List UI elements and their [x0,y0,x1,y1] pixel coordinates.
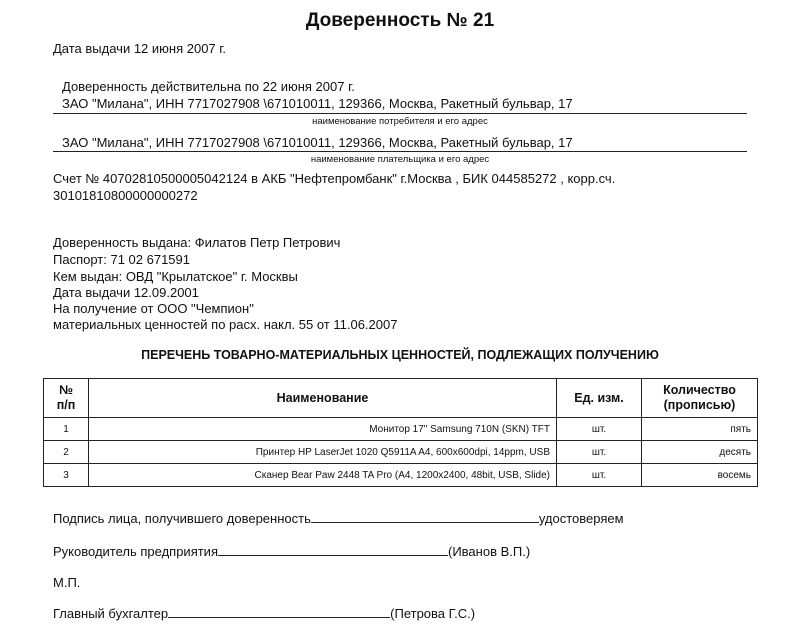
account-line-cont: 30101810800000000272 [53,188,198,203]
row-num: 2 [44,441,89,464]
row-num: 3 [44,464,89,487]
row-unit: шт. [557,464,642,487]
consumer-line: ЗАО "Милана", ИНН 7717027908 \671010011, 129366, Москва, Ракетный бульвар, 17 [62,96,573,111]
section-title: ПЕРЕЧЕНЬ ТОВАРНО-МАТЕРИАЛЬНЫХ ЦЕННОСТЕЙ, ПОДЛЕЖАЩИХ ПОЛУЧЕНИЮ [141,348,659,362]
recipient-signature-label: Подпись лица, получившего доверенность [53,511,311,526]
row-name: Сканер Bear Paw 2448 TA Pro (A4, 1200x2400, 48bit, USB, Slide) [89,464,557,487]
recipient-signature-blank [311,510,539,523]
accountant-signature-line [53,605,475,621]
row-qty: восемь [642,464,758,487]
payer-line: ЗАО "Милана", ИНН 7717027908 \671010011, 129366, Москва, Ракетный бульвар, 17 [62,135,573,150]
director-label: Руководитель предприятия [53,544,218,559]
recipient-signature-line [53,510,624,526]
header-unit: Ед. изм. [557,379,642,418]
row-qty: десять [642,441,758,464]
accountant-label: Главный бухгалтер [53,606,169,621]
account-line: Счет № 40702810500005042124 в АКБ "Нефтепромбанк" г.Москва , БИК 044585272 , корр.сч. [53,171,616,186]
director-signature-line [53,543,530,559]
table-header-row [44,379,758,418]
header-name: Наименование [89,379,557,418]
row-name: Монитор 17" Samsung 710N (SKN) TFT [89,418,557,441]
document-title: Доверенность № 21 [305,10,495,31]
passport-issued-by: Кем выдан: ОВД "Крылатское" г. Москвы [53,269,298,284]
director-name: (Иванов В.П.) [448,544,531,559]
row-num: 1 [44,418,89,441]
recipient-signature-suffix: удостоверяем [538,511,624,526]
accountant-signature-blank [168,605,390,618]
items-table [43,378,758,487]
receive-from: На получение от ООО "Чемпион" [53,301,254,316]
director-signature-blank [218,543,448,556]
table-row [44,418,758,441]
payer-caption: наименование плательщика и его адрес [310,154,490,165]
consumer-caption: наименование потребителя и его адрес [312,116,488,127]
stamp-label: М.П. [53,575,81,590]
payer-rule [53,151,747,152]
header-qty: Количество (прописью) [642,379,758,418]
accountant-name: (Петрова Г.С.) [390,606,476,621]
issue-date: Дата выдачи 12 июня 2007 г. [53,41,227,56]
passport: Паспорт: 71 02 671591 [53,252,190,267]
basis: материальных ценностей по расх. накл. 55 от 11.06.2007 [53,317,398,332]
row-name: Принтер HP LaserJet 1020 Q5911A A4, 600x600dpi, 14ppm, USB [89,441,557,464]
passport-date: Дата выдачи 12.09.2001 [53,285,199,300]
table-row [44,441,758,464]
issued-to: Доверенность выдана: Филатов Петр Петрович [53,235,341,250]
table-row [44,464,758,487]
consumer-rule [53,113,747,114]
row-qty: пять [642,418,758,441]
row-unit: шт. [557,418,642,441]
valid-until: Доверенность действительна по 22 июня 2007 г. [62,79,355,94]
header-num: № п/п [44,379,89,418]
row-unit: шт. [557,441,642,464]
